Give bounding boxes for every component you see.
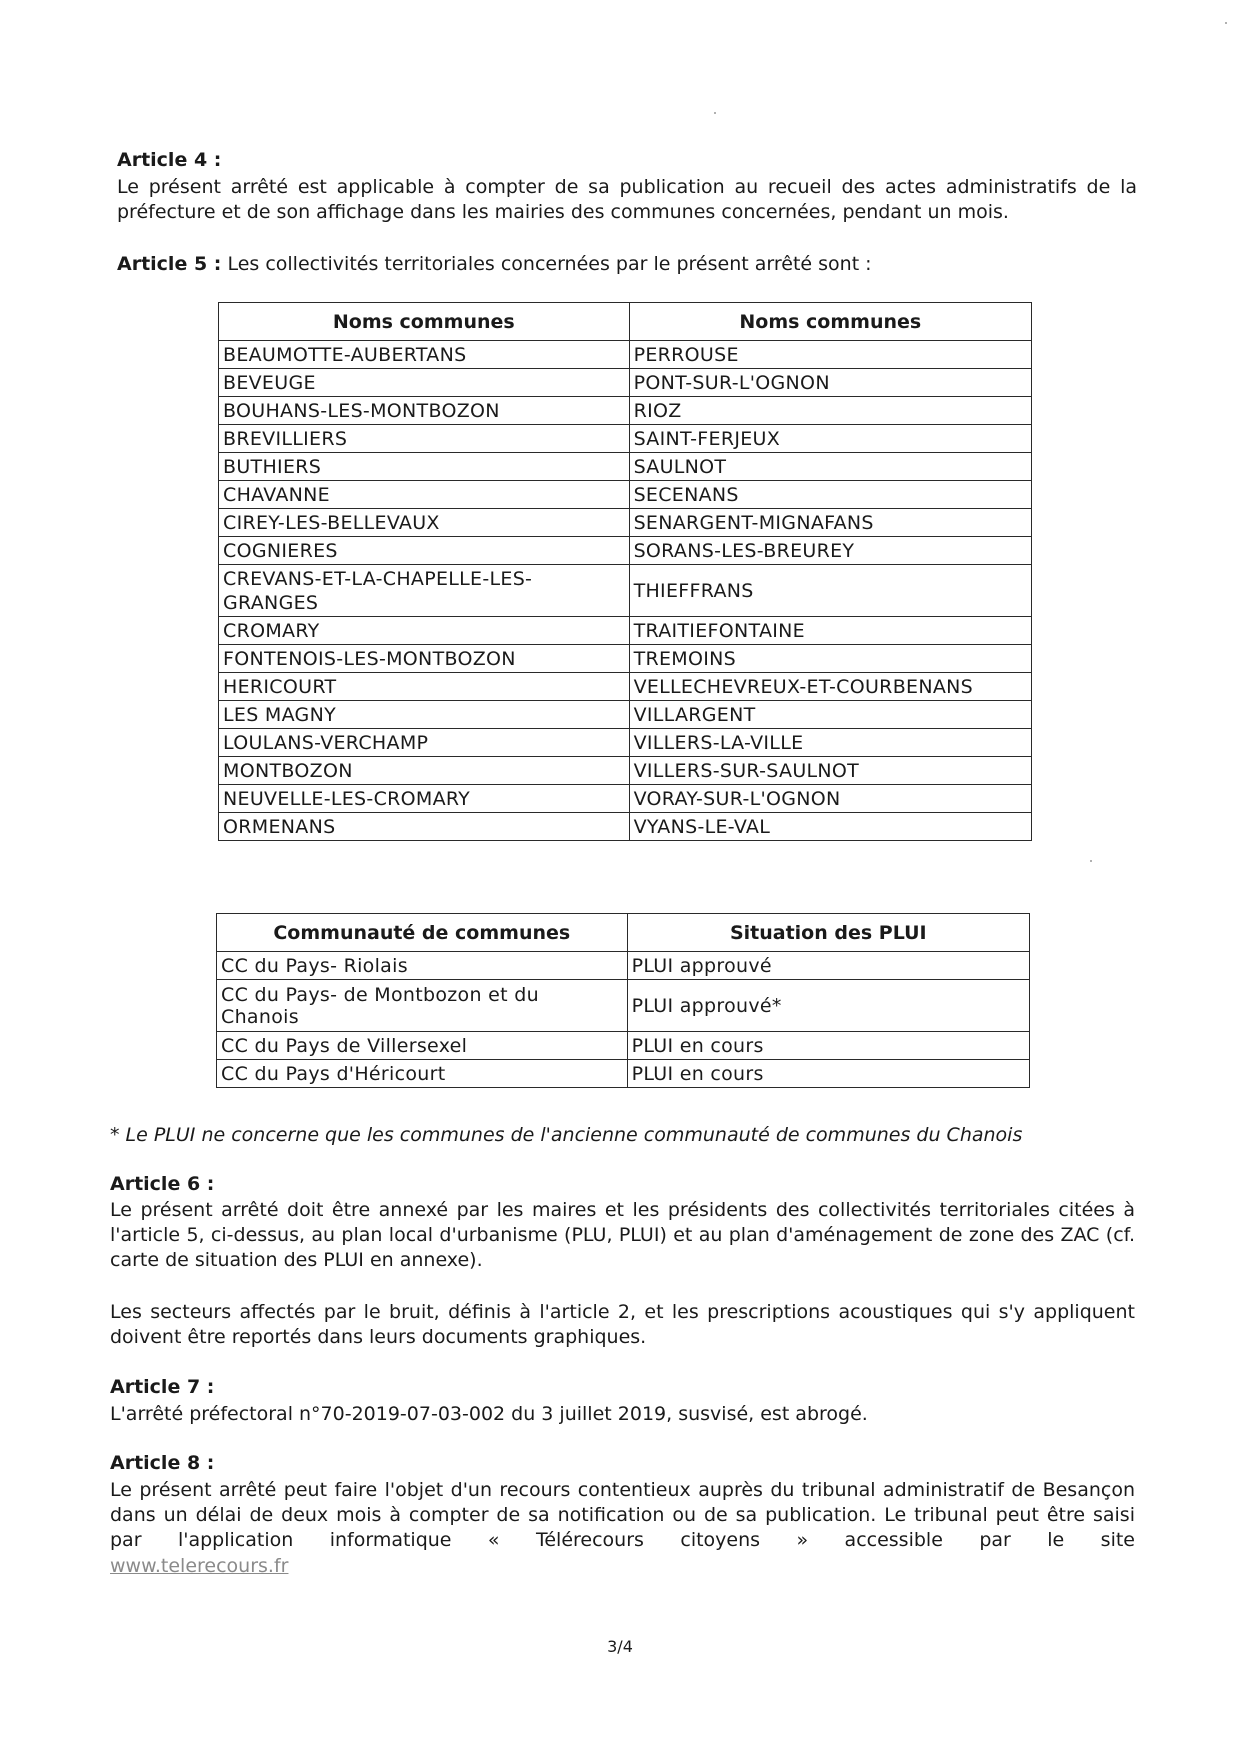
commune-cell-right: PONT-SUR-L'OGNON xyxy=(629,369,1031,397)
communes-row xyxy=(219,369,1032,397)
communes-header-left: Noms communes xyxy=(219,303,630,341)
communaute-cell: CC du Pays d'Héricourt xyxy=(217,1060,628,1088)
scan-speck xyxy=(1090,860,1092,862)
communes-row xyxy=(219,565,1032,617)
article-4-heading: Article 4 : xyxy=(117,149,222,171)
plui-header-right: Situation des PLUI xyxy=(627,914,1029,952)
commune-cell-left: NEUVELLE-LES-CROMARY xyxy=(219,785,630,813)
commune-cell-right: PERROUSE xyxy=(629,341,1031,369)
page-number: 3/4 xyxy=(607,1637,633,1656)
scan-speck xyxy=(714,112,716,114)
commune-cell-left: CHAVANNE xyxy=(219,481,630,509)
scan-speck xyxy=(1225,22,1227,24)
article-6-text-2: Les secteurs affectés par le bruit, définis à l'article 2, et les prescriptions acoustiques qui s'y appliquent doivent être reportés dans leurs documents graphiques. xyxy=(110,1301,1135,1348)
communes-table-body xyxy=(219,341,1032,841)
plui-status-cell: PLUI en cours xyxy=(627,1060,1029,1088)
communes-row xyxy=(219,757,1032,785)
communes-row xyxy=(219,673,1032,701)
article-6-text-1: Le présent arrêté doit être annexé par les maires et les présidents des collectivités territoriales citées à l'article 5, ci-dessus, au plan local d'urbanisme (PLU, PLUI) et au plan d'aménagement de zone des ZAC (cf. carte de situation des PLUI en annexe). xyxy=(110,1199,1135,1271)
article-7-text: L'arrêté préfectoral n°70-2019-07-03-002 du 3 juillet 2019, susvisé, est abrogé. xyxy=(110,1403,868,1425)
article-8-text: Le présent arrêté peut faire l'objet d'un recours contentieux auprès du tribunal administratif de Besançon dans un délai de deux mois à compter de sa notification ou de sa publication. Le tribunal peut être saisi par l'application informatique « Télérecours citoyens » accessible par le site xyxy=(110,1479,1135,1551)
communes-row xyxy=(219,645,1032,673)
plui-header-row xyxy=(217,914,1030,952)
communes-row xyxy=(219,785,1032,813)
communes-header-right: Noms communes xyxy=(629,303,1031,341)
communes-row xyxy=(219,509,1032,537)
telerecours-link-text[interactable]: www.telerecours.fr xyxy=(110,1555,289,1577)
communes-row xyxy=(219,341,1032,369)
plui-table xyxy=(216,913,1030,1088)
commune-cell-left: MONTBOZON xyxy=(219,757,630,785)
commune-cell-right: VORAY-SUR-L'OGNON xyxy=(629,785,1031,813)
commune-cell-right: VILLERS-LA-VILLE xyxy=(629,729,1031,757)
commune-cell-right: TREMOINS xyxy=(629,645,1031,673)
commune-cell-right: VILLERS-SUR-SAULNOT xyxy=(629,757,1031,785)
commune-cell-left: CROMARY xyxy=(219,617,630,645)
commune-cell-right: VILLARGENT xyxy=(629,701,1031,729)
commune-cell-right: SAINT-FERJEUX xyxy=(629,425,1031,453)
commune-cell-right: THIEFFRANS xyxy=(629,565,1031,617)
plui-row xyxy=(217,952,1030,980)
communes-table xyxy=(218,302,1032,841)
commune-cell-right: RIOZ xyxy=(629,397,1031,425)
commune-cell-left: BREVILLIERS xyxy=(219,425,630,453)
plui-status-cell: PLUI approuvé xyxy=(627,952,1029,980)
article-5-text: Les collectivités territoriales concernées par le présent arrêté sont : xyxy=(227,253,872,275)
plui-row xyxy=(217,1032,1030,1060)
commune-cell-left: COGNIERES xyxy=(219,537,630,565)
article-7-heading: Article 7 : xyxy=(110,1376,215,1398)
commune-cell-right: SAULNOT xyxy=(629,453,1031,481)
article-5-heading: Article 5 : xyxy=(117,253,222,275)
commune-cell-right: VELLECHEVREUX-ET-COURBENANS xyxy=(629,673,1031,701)
commune-cell-left: BOUHANS-LES-MONTBOZON xyxy=(219,397,630,425)
plui-header-left: Communauté de communes xyxy=(217,914,628,952)
commune-cell-right: SENARGENT-MIGNAFANS xyxy=(629,509,1031,537)
communes-row xyxy=(219,617,1032,645)
communaute-cell: CC du Pays- Riolais xyxy=(217,952,628,980)
communes-row xyxy=(219,481,1032,509)
commune-cell-right: VYANS-LE-VAL xyxy=(629,813,1031,841)
commune-cell-left: FONTENOIS-LES-MONTBOZON xyxy=(219,645,630,673)
commune-cell-right: SECENANS xyxy=(629,481,1031,509)
plui-status-cell: PLUI approuvé* xyxy=(627,980,1029,1032)
commune-cell-left: BUTHIERS xyxy=(219,453,630,481)
communes-row xyxy=(219,813,1032,841)
communes-header-row xyxy=(219,303,1032,341)
article-5-paragraph xyxy=(117,252,1137,277)
plui-row xyxy=(217,980,1030,1032)
communaute-cell: CC du Pays de Villersexel xyxy=(217,1032,628,1060)
communes-row xyxy=(219,397,1032,425)
commune-cell-left: CIREY-LES-BELLEVAUX xyxy=(219,509,630,537)
plui-table-body xyxy=(217,952,1030,1088)
telerecours-link[interactable] xyxy=(110,1554,288,1579)
commune-cell-left: LES MAGNY xyxy=(219,701,630,729)
communes-row xyxy=(219,425,1032,453)
communaute-cell: CC du Pays- de Montbozon et du Chanois xyxy=(217,980,628,1032)
commune-cell-left: ORMENANS xyxy=(219,813,630,841)
communes-row xyxy=(219,537,1032,565)
article-4-text: Le présent arrêté est applicable à compter de sa publication au recueil des actes administratifs de la préfecture et de son affichage dans les mairies des communes concernées, pendant un mois. xyxy=(117,176,1137,223)
communes-row xyxy=(219,453,1032,481)
article-8-heading: Article 8 : xyxy=(110,1452,215,1474)
commune-cell-left: BEVEUGE xyxy=(219,369,630,397)
commune-cell-right: TRAITIEFONTAINE xyxy=(629,617,1031,645)
article-6-heading: Article 6 : xyxy=(110,1173,215,1195)
commune-cell-left: LOULANS-VERCHAMP xyxy=(219,729,630,757)
commune-cell-right: SORANS-LES-BREUREY xyxy=(629,537,1031,565)
communes-row xyxy=(219,729,1032,757)
commune-cell-left: CREVANS-ET-LA-CHAPELLE-LES-GRANGES xyxy=(219,565,630,617)
commune-cell-left: HERICOURT xyxy=(219,673,630,701)
commune-cell-left: BEAUMOTTE-AUBERTANS xyxy=(219,341,630,369)
communes-row xyxy=(219,701,1032,729)
footnote: * Le PLUI ne concerne que les communes de l'ancienne communauté de communes du Chanois xyxy=(110,1124,1023,1146)
plui-row xyxy=(217,1060,1030,1088)
plui-status-cell: PLUI en cours xyxy=(627,1032,1029,1060)
